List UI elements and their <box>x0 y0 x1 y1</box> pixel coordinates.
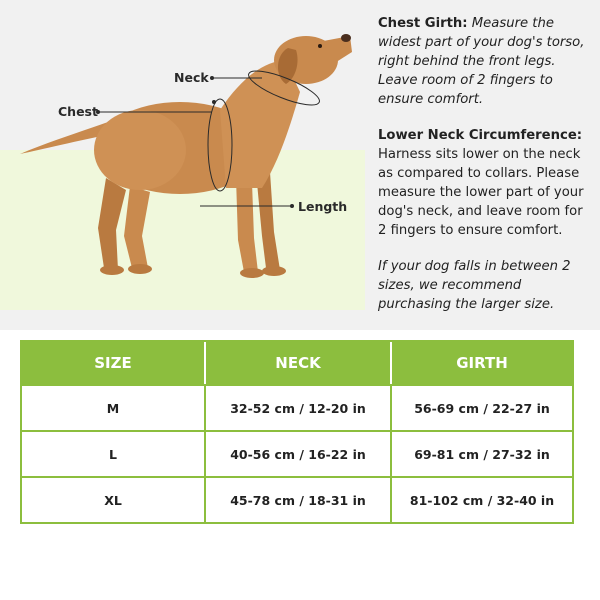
girth-cell: 69-81 cm / 27-32 in <box>392 430 572 476</box>
size-chart-table <box>20 340 574 524</box>
chest-label: Chest <box>58 104 98 119</box>
neck-cell: 32-52 cm / 12-20 in <box>206 384 392 430</box>
chest-girth-text: Measure the widest part of your dog's torso, right behind the front legs. Leave room of 2 fingers to ensure comfort. <box>378 16 585 107</box>
size-cell: M <box>22 384 206 430</box>
girth-column-header: GIRTH <box>392 342 572 384</box>
size-note: If your dog falls in between 2 sizes, we recommend purchasing the larger size. <box>378 259 571 312</box>
neck-column-header: NECK <box>206 342 392 384</box>
neck-label: Neck <box>174 70 209 85</box>
lower-neck-paragraph <box>378 126 590 240</box>
girth-cell: 56-69 cm / 22-27 in <box>392 384 572 430</box>
table-row <box>22 384 572 430</box>
lower-neck-heading: Lower Neck Circumference: <box>378 128 583 143</box>
chest-girth-heading: Chest Girth: <box>378 16 468 31</box>
size-column-header: SIZE <box>22 342 206 384</box>
table-header-row <box>22 342 572 384</box>
lower-neck-text: Harness sits lower on the neck as compared to collars. Please measure the lower part of your dog's neck, and leave room for 2 fingers to ensure comfort. <box>378 147 584 238</box>
dog-measurement-diagram <box>0 0 370 320</box>
measurement-instructions <box>378 14 590 331</box>
neck-cell: 40-56 cm / 16-22 in <box>206 430 392 476</box>
chest-girth-paragraph <box>378 14 590 109</box>
length-label: Length <box>298 199 348 214</box>
size-cell: XL <box>22 476 206 522</box>
neck-cell: 45-78 cm / 18-31 in <box>206 476 392 522</box>
size-cell: L <box>22 430 206 476</box>
table-row <box>22 476 572 522</box>
table-row <box>22 430 572 476</box>
girth-cell: 81-102 cm / 32-40 in <box>392 476 572 522</box>
